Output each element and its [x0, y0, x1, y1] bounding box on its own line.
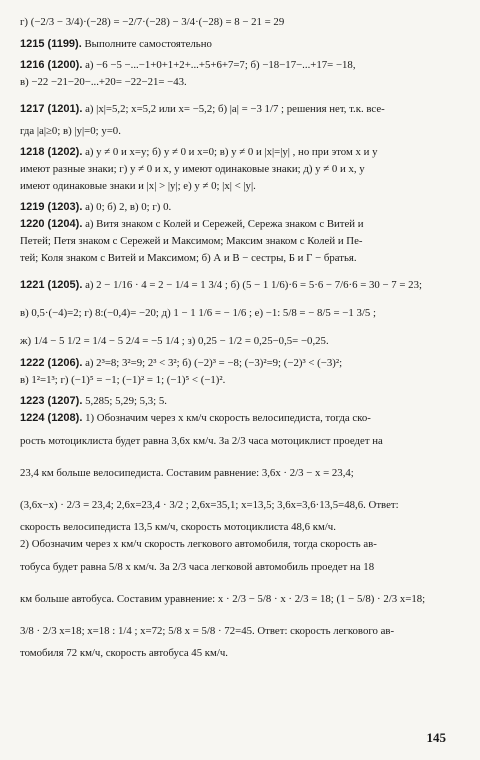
line-18: 1223 (1207). 5,285; 5,29; 5,3; 5. [20, 395, 167, 407]
line-25: тобуса будет равна 5/8 x км/ч. За 2/3 часа легковой автомобиль проедет на 18 [20, 561, 375, 573]
line-3: в) −22 −21−20−...+20= −22−21= −43. [20, 76, 187, 88]
line-22: (3,6x−x) · 2/3 = 23,4; 2,6x=23,4 · 3/2 ; 2,6x=35,1; x=13,5; 3,6x=3,6·13,5=48,6. Ответ: [20, 499, 399, 511]
line-14: в) 0,5·(−4)=2; г) 8:(−0,4)= −20; д) 1 − 1 1/6 = − 1/6 ; е) −1: 5/8 = − 8/5 = −1 3/5 ; [20, 307, 376, 319]
line-6: 1218 (1202). а) y ≠ 0 и x=y; б) y ≠ 0 и x=0; в) y ≠ 0 и |x|=|y| , но при этом x и y [20, 146, 378, 158]
line-8: имеют одинаковые знаки и |x| > |y|; е) y ≠ 0; |x| < |y|. [20, 180, 256, 192]
line-9: 1219 (1203). а) 0; б) 2, в) 0; г) 0. [20, 201, 172, 213]
line-21: 23,4 км больше велосипедиста. Составим равнение: 3,6x · 2/3 − x = 23,4; [20, 467, 354, 479]
line-0: г) (−2/3 − 3/4)·(−28) = −2/7·(−28) − 3/4·(−28) = 8 − 21 = 29 [20, 16, 285, 28]
line-5: гда |a|≥0; в) |y|=0; y=0. [20, 125, 121, 137]
line-16: 1222 (1206). а) 2³=8; 3²=9; 2³ < 3²; б) (−2)³ = −8; (−3)²=9; (−2)³ < (−3)²; [20, 357, 343, 369]
line-28: томобиля 72 км/ч, скорость автобуса 45 км/ч. [20, 647, 229, 659]
line-11: Петей; Петя знаком с Сережей и Максимом; Максим знаком с Колей и Пе- [20, 235, 363, 247]
line-2: 1216 (1200). а) −6 −5 −...−1+0+1+2+...+5+6+7=7; б) −18−17−...+17= −18, [20, 59, 356, 71]
line-4: 1217 (1201). а) |x|=5,2; x=5,2 или x= −5,2; б) |a| = −3 1/7 ; решения нет, т.к. все- [20, 103, 385, 115]
line-7: имеют разные знаки; г) y ≠ 0 и x, y имеют одинаковые знаки; д) y ≠ 0 и x, y [20, 163, 365, 175]
line-10: 1220 (1204). а) Витя знаком с Колей и Сережей, Сережа знаком с Витей и [20, 218, 364, 230]
line-13: 1221 (1205). а) 2 − 1/16 · 4 = 2 − 1/4 = 1 3/4 ; б) (5 − 1 1/6)·6 = 5·6 − 7/6·6 = 30 − 7 = 23; [20, 279, 422, 291]
line-19: 1224 (1208). 1) Обозначим через x км/ч скорость велосипедиста, тогда ско- [20, 412, 371, 424]
line-27: 3/8 · 2/3 x=18; x=18 : 1/4 ; x=72; 5/8 x = 5/8 · 72=45. Ответ: скорость легкового ав- [20, 625, 395, 637]
line-12: тей; Коля знаком с Витей и Максимом; б) А и В − сестры, Б и Г − братья. [20, 252, 357, 264]
line-17: в) 1²=1³; г) (−1)⁵ = −1; (−1)² = 1; (−1)⁵ < (−1)². [20, 374, 226, 386]
line-15: ж) 1/4 − 5 1/2 = 1/4 − 5 2/4 = −5 1/4 ; з) 0,25 − 1/2 = 0,25−0,5= −0,25. [20, 335, 329, 347]
line-20: рость мотоциклиста будет равна 3,6x км/ч. За 2/3 часа мотоциклист проедет на [20, 435, 383, 447]
line-23: скорость велосипедиста 13,5 км/ч, скорость мотоциклиста 48,6 км/ч. [20, 521, 336, 533]
line-26: км больше автобуса. Составим уравнение: x · 2/3 − 5/8 · x · 2/3 = 18; (1 − 5/8) · 2/3 x=18; [20, 593, 426, 605]
line-1: 1215 (1199). Выполните самостоятельно [20, 38, 212, 50]
page-number: 145 [426, 730, 446, 745]
line-24: 2) Обозначим через x км/ч скорость легкового автомобиля, тогда скорость ав- [20, 538, 377, 550]
